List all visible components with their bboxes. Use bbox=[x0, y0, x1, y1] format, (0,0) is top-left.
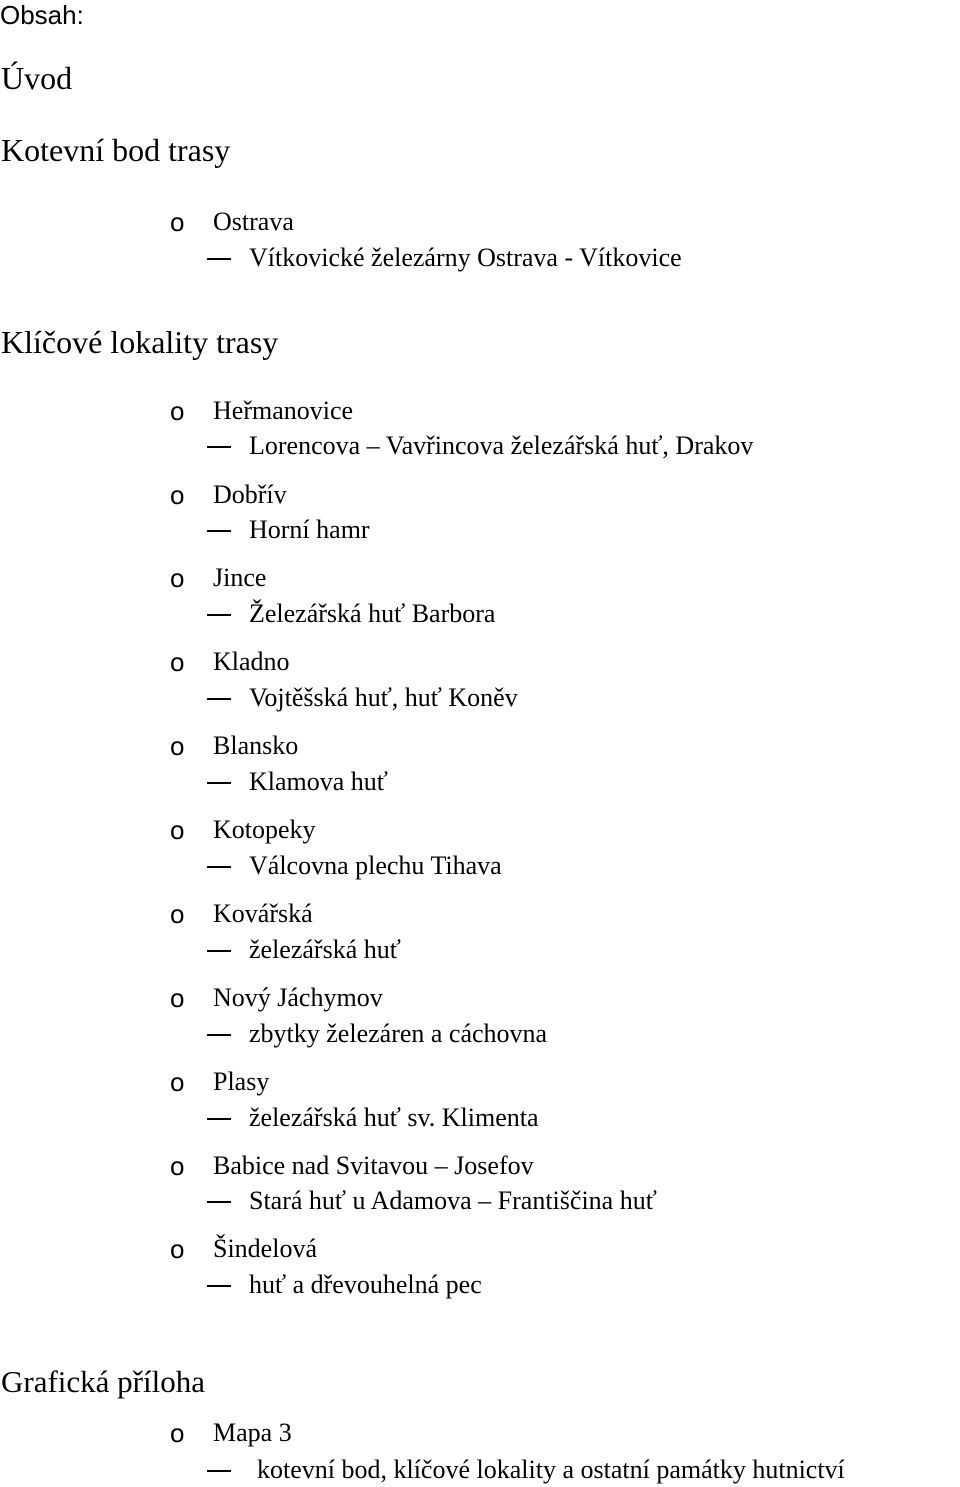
site-name: Vojtěšská huť, huť Koněv bbox=[249, 683, 518, 712]
site-name: zbytky železáren a cáchovna bbox=[249, 1019, 548, 1048]
bullet-marker: o bbox=[170, 1067, 185, 1097]
dash-marker bbox=[207, 782, 231, 784]
section-intro-title: Úvod bbox=[1, 60, 73, 96]
place-name: Blansko bbox=[213, 731, 299, 760]
site-name: Vítkovické železárny Ostrava - Vítkovice bbox=[249, 243, 682, 272]
dash-marker bbox=[207, 1470, 231, 1472]
place-name: Kovářská bbox=[213, 899, 313, 928]
place-name: Kotopeky bbox=[213, 815, 316, 844]
bullet-marker: o bbox=[170, 983, 185, 1013]
site-name: železářská huť bbox=[249, 935, 401, 964]
place-name: Babice nad Svitavou – Josefov bbox=[213, 1151, 534, 1180]
place-name: Kladno bbox=[213, 647, 290, 676]
site-name: Válcovna plechu Tihava bbox=[249, 851, 502, 880]
bullet-marker: o bbox=[170, 396, 185, 426]
place-name: Heřmanovice bbox=[213, 396, 354, 425]
dash-marker bbox=[207, 530, 231, 532]
site-name: huť a dřevouhelná pec bbox=[249, 1270, 482, 1299]
site-name: Horní hamr bbox=[249, 515, 370, 544]
dash-marker bbox=[207, 614, 231, 616]
section-key-sites-title: Klíčové lokality trasy bbox=[1, 324, 279, 360]
contents-label: Obsah: bbox=[0, 0, 84, 30]
bullet-marker: o bbox=[170, 815, 185, 845]
bullet-marker: o bbox=[170, 899, 185, 929]
place-name: Mapa 3 bbox=[213, 1418, 292, 1447]
dash-marker bbox=[207, 258, 231, 260]
section-anchor-title: Kotevní bod trasy bbox=[1, 132, 231, 168]
bullet-marker: o bbox=[170, 480, 185, 510]
dash-marker bbox=[207, 446, 231, 448]
place-name: Šindelová bbox=[213, 1234, 317, 1263]
dash-marker bbox=[207, 1118, 231, 1120]
site-name: Lorencova – Vavřincova železářská huť, Drakov bbox=[249, 431, 754, 460]
place-name: Jince bbox=[213, 563, 267, 592]
dash-marker bbox=[207, 866, 231, 868]
site-name: Stará huť u Adamova – Františčina huť bbox=[249, 1186, 657, 1215]
site-name: kotevní bod, klíčové lokality a ostatní památky hutnictví bbox=[257, 1455, 845, 1484]
place-name: Nový Jáchymov bbox=[213, 983, 383, 1012]
bullet-marker: o bbox=[170, 647, 185, 677]
section-appendix-title: Grafická příloha bbox=[1, 1364, 205, 1399]
dash-marker bbox=[207, 1034, 231, 1036]
site-name: Železářská huť Barbora bbox=[249, 599, 496, 628]
place-name: Dobřív bbox=[213, 480, 287, 509]
dash-marker bbox=[207, 1201, 231, 1203]
dash-marker bbox=[207, 950, 231, 952]
site-name: železářská huť sv. Klimenta bbox=[249, 1103, 539, 1132]
site-name: Klamova huť bbox=[249, 767, 388, 796]
bullet-marker: o bbox=[170, 1151, 185, 1181]
dash-marker bbox=[207, 698, 231, 700]
bullet-marker: o bbox=[170, 1418, 185, 1448]
place-name: Ostrava bbox=[213, 207, 294, 236]
bullet-marker: o bbox=[170, 563, 185, 593]
dash-marker bbox=[207, 1285, 231, 1287]
place-name: Plasy bbox=[213, 1067, 270, 1096]
bullet-marker: o bbox=[170, 731, 185, 761]
bullet-marker: o bbox=[170, 207, 185, 237]
bullet-marker: o bbox=[170, 1234, 185, 1264]
